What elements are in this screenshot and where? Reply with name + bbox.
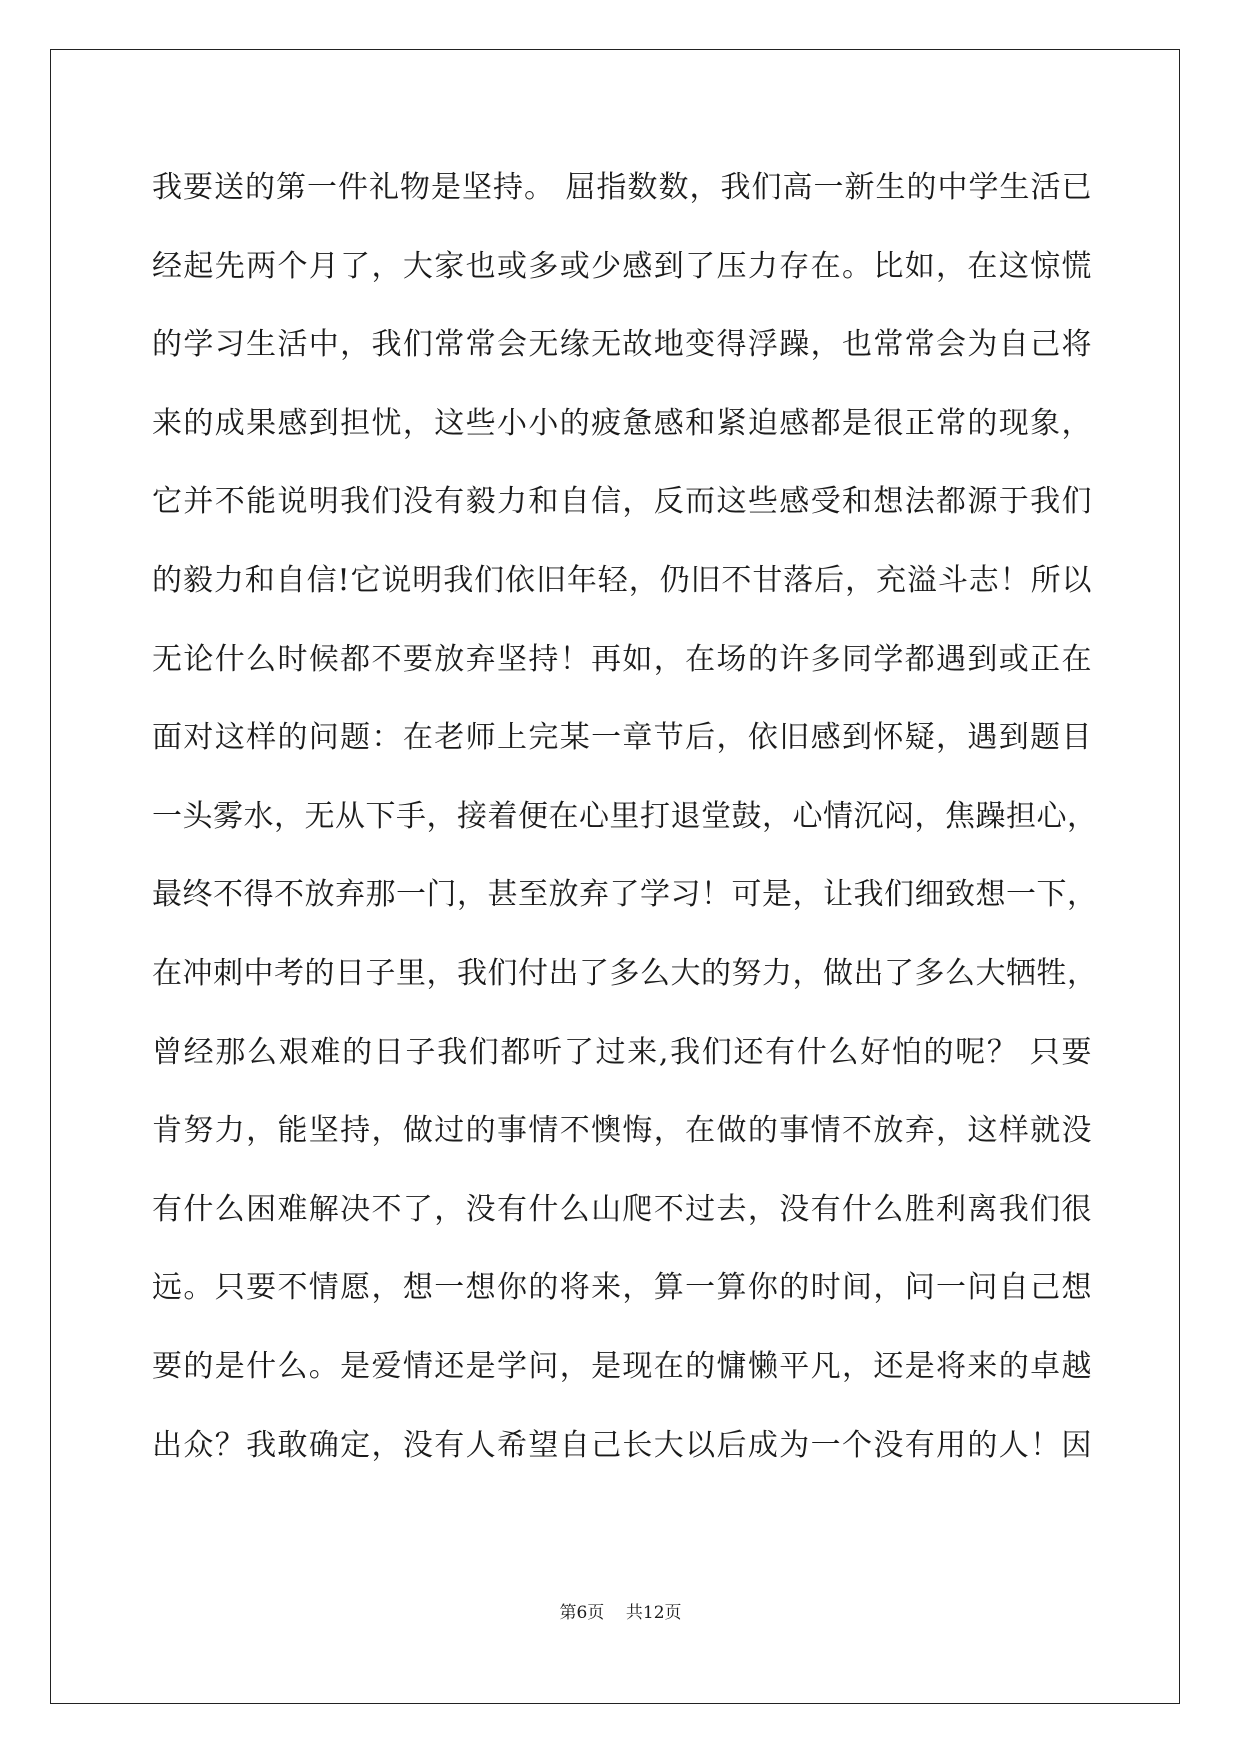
text-line: 的学习生活中，我们常常会无缘无故地变得浮躁，也常常会为自己将 xyxy=(152,327,1092,363)
text-line: 要的是什么。是爱情还是学问，是现在的慵懒平凡，还是将来的卓越 xyxy=(152,1348,1092,1384)
text-line: 来的成果感到担忧，这些小小的疲惫感和紧迫感都是很正常的现象， xyxy=(152,405,1092,441)
body-text xyxy=(152,162,1098,1498)
page-total: 共12页 xyxy=(625,1603,682,1623)
text-line: 肯努力，能坚持，做过的事情不懊悔，在做的事情不放弃，这样就没 xyxy=(152,1113,1092,1149)
text-line: 面对这样的问题：在老师上完某一章节后，依旧感到怀疑，遇到题目 xyxy=(152,720,1092,756)
text-line: 一头雾水，无从下手，接着便在心里打退堂鼓，心情沉闷，焦躁担心， xyxy=(152,798,1098,834)
text-line: 远。只要不情愿，想一想你的将来，算一算你的时间，问一问自己想 xyxy=(152,1270,1092,1306)
text-line: 它并不能说明我们没有毅力和自信，反而这些感受和想法都源于我们 xyxy=(152,484,1092,520)
text-line: 有什么困难解决不了，没有什么山爬不过去，没有什么胜利离我们很 xyxy=(152,1191,1092,1227)
text-line: 曾经那么艰难的日子我们都听了过来,我们还有什么好怕的呢？ 只要 xyxy=(152,1034,1092,1070)
text-line: 经起先两个月了，大家也或多或少感到了压力存在。比如，在这惊慌 xyxy=(152,248,1092,284)
page-footer xyxy=(0,1598,1241,1623)
text-line: 在冲刺中考的日子里，我们付出了多么大的努力，做出了多么大牺牲， xyxy=(152,955,1098,991)
text-line: 最终不得不放弃那一门，甚至放弃了学习！可是，让我们细致想一下， xyxy=(152,877,1098,913)
text-line: 无论什么时候都不要放弃坚持！再如，在场的许多同学都遇到或正在 xyxy=(152,641,1092,677)
text-line: 的毅力和自信!它说明我们依旧年轻，仍旧不甘落后，充溢斗志！所以 xyxy=(152,562,1092,598)
text-line: 出众？我敢确定，没有人希望自己长大以后成为一个没有用的人！因 xyxy=(152,1427,1092,1463)
page-number: 第6页 xyxy=(559,1603,605,1623)
text-line: 我要送的第一件礼物是坚持。 屈指数数，我们高一新生的中学生活已 xyxy=(152,170,1092,205)
